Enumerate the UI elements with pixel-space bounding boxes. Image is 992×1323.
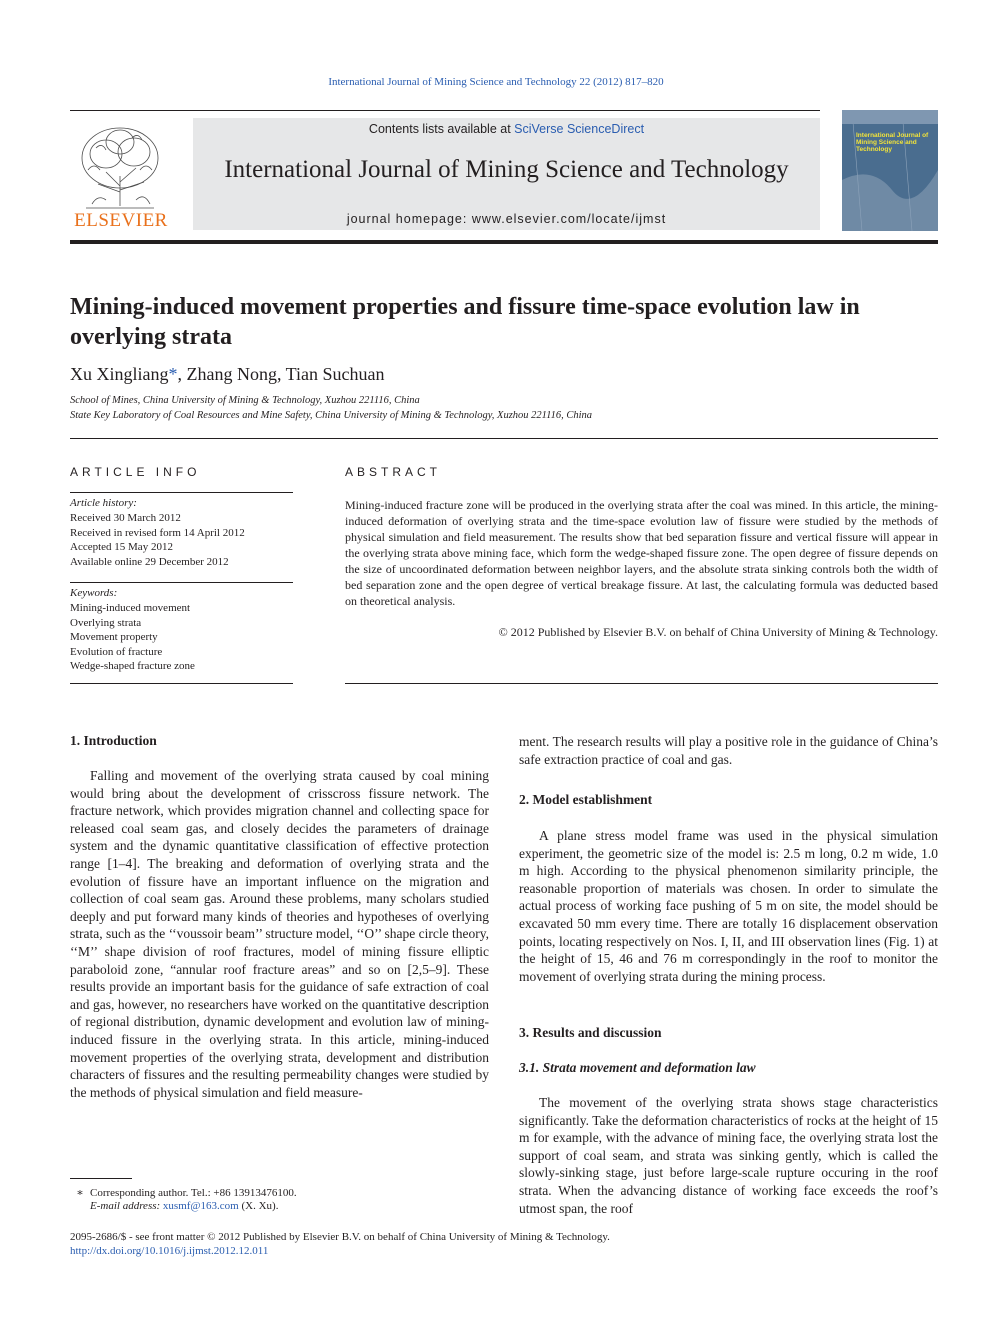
email-label: E-mail address:	[90, 1200, 163, 1212]
homepage-prefix: journal homepage:	[346, 212, 472, 226]
corresponding-author-mark[interactable]: *	[168, 364, 178, 384]
homepage-line	[193, 212, 820, 226]
model-paragraph: A plane stress model frame was used in the physical simulation experiment, the geometric size of the model is: 2.5 m long, 0.2 m wide, 1.0 m high. According to the physical phenomenon similarity principle, the reasonable proportion of materials was chosen. In order to simulate the actual process of working face pushing of 5 m on site, the model should be excavated 50 mm every time. There are totally 16 displacement observation points, locating respectively on Nos. I, II, and III observation lines (Fig. 1) at the height of 15, 46 and 76 m correspondingly in the roof to monitor the movement of overlying strata during the mining process.	[519, 828, 938, 984]
history-item: Accepted 15 May 2012	[70, 541, 173, 553]
article-info-rule	[70, 492, 293, 493]
issn-line: 2095-2686/$ - see front matter © 2012 Published by Elsevier B.V. on behalf of China University of Mining & Technology.	[70, 1231, 610, 1243]
abstract-copyright: © 2012 Published by Elsevier B.V. on behalf of China University of Mining & Technology.	[498, 625, 938, 639]
history-item: Received in revised form 14 April 2012	[70, 526, 245, 539]
article-info-heading: ARTICLE INFO	[70, 465, 201, 479]
contents-prefix: Contents lists available at	[368, 122, 515, 136]
doi-link[interactable]: http://dx.doi.org/10.1016/j.ijmst.2012.12.011	[70, 1245, 269, 1257]
keyword: Movement property	[70, 631, 158, 643]
affiliation: State Key Laboratory of Coal Resources and Mine Safety, China University of Mining & Technology, Xuzhou 221116, China	[70, 410, 593, 421]
affiliation: School of Mines, China University of Mining & Technology, Xuzhou 221116, China	[70, 395, 420, 406]
keyword: Mining-induced movement	[70, 602, 191, 614]
keyword: Overlying strata	[70, 616, 142, 629]
email-suffix: (X. Xu).	[238, 1200, 279, 1212]
header-thick-rule	[70, 240, 938, 244]
abstract-heading: ABSTRACT	[345, 465, 442, 479]
results-paragraph: The movement of the overlying strata shows stage characteristics significantly. Take the deformation characteristics of rocks at the height of 15 m for example, with the advance of mining face, the overlying strata lost the support of coal seam, and strata was sinking gently, which is called the slowly-sinking stage, just before large-scale rupture occuring in the roof strata. When the advancing distance of working face exceeds the roof’s utmost span, the roof	[519, 1095, 938, 1216]
cover-background-map	[842, 110, 938, 231]
footnote-star: ∗	[76, 1187, 84, 1199]
footnote-rule	[70, 1178, 132, 1179]
keyword: Wedge-shaped fracture zone	[70, 660, 195, 672]
history-item: Available online 29 December 2012	[70, 555, 229, 568]
abstract-bottom-rule	[345, 683, 938, 684]
keywords-rule	[70, 582, 293, 583]
email-footnote	[90, 1200, 278, 1212]
contents-line	[193, 122, 820, 136]
cover-title: International Journal of Mining Science and Technology	[856, 132, 929, 153]
header-top-rule	[70, 110, 820, 111]
keywords-list	[70, 601, 195, 674]
author-name: Zhang Nong	[186, 364, 277, 384]
author-name: Xu Xingliang	[70, 364, 169, 384]
article-title: Mining-induced movement properties and fissure time-space evolution law in overlying strata	[70, 294, 860, 350]
journal-cover-thumbnail[interactable]	[842, 110, 938, 231]
article-info-bottom-rule	[70, 683, 293, 684]
elsevier-wordmark: ELSEVIER	[74, 210, 168, 231]
corresponding-text: Corresponding author. Tel.: +86 13913476100.	[90, 1187, 297, 1199]
abstract-text: Mining-induced fracture zone will be produced in the overlying strata after the coal was mined. In this article, the mining-induced deformation of overlying strata and the time-space evolution law of fissure were studied by the methods of physical simulation and field measurement. The results show that bed separation fissure and vertical fissure will appear in the overlying strata above mining face, which form the wedge-shaped fissure zone. The open degree of fissure depends on the size of uncoordinated deformation between neighbor layers, and the absolute strata sinking controls both the width of bed separation zone and the open degree of vertical breakage fissure. At last, the calculating formula was deducted based on theoretical analysis.	[345, 498, 938, 608]
keywords-label: Keywords:	[70, 587, 118, 599]
model-heading: 2. Model establishment	[519, 792, 653, 807]
history-item: Received 30 March 2012	[70, 512, 181, 524]
subsection-heading: 3.1. Strata movement and deformation law	[519, 1060, 756, 1075]
results-heading: 3. Results and discussion	[519, 1025, 662, 1040]
corresponding-footnote	[70, 1186, 297, 1199]
keyword: Evolution of fracture	[70, 645, 163, 658]
article-history	[70, 511, 245, 569]
author-name: Tian Suchuan	[285, 364, 385, 384]
sciencedirect-link[interactable]: SciVerse ScienceDirect	[514, 122, 645, 136]
author-list: Xu Xingliang*, Zhang Nong, Tian Suchuan	[70, 364, 385, 384]
introduction-continued: ment. The research results will play a positive role in the guidance of China’s safe extraction practice of coal and gas.	[519, 734, 938, 767]
journal-title: International Journal of Mining Science and Technology	[224, 156, 789, 183]
history-label: Article history:	[70, 497, 137, 509]
email-link[interactable]: xusmf@163.com	[162, 1200, 239, 1212]
introduction-heading: 1. Introduction	[70, 733, 157, 748]
introduction-paragraph: Falling and movement of the overlying strata caused by coal mining would bring about the development of crisscross fissure network. The fracture network, which provides migration channel and collecting space for released coal seam gas, and closely decides the parameters of drainage system and the dynamic quantitative classification of effective protection range [1–4]. The breaking and deformation of overlying strata and the evolution of fissure have an important influence on the migration and collection of coal seam gas. Around these problems, many scholars studied deeply and put forward many kinds of theories and hypotheses of overlying strata, such as the ‘‘voussoir beam’’ structure model, ‘‘O’’ shape circle theory, ‘‘M’’ shape division of roof fractures, model of mining fissure elliptic paraboloid zone, “annular roof fracture areas” and so on [2,5–9]. These results provide an important basis for the guidance of safe extraction of coal and gas, however, no researchers have worked on the quantitative description of regional distribution, dynamic development and evolution law of mining-induced fissure in the overlying strata. In this article, mining-induced movement properties of the overlying strata, development and distribution characters of fissures and the resulting permeability changes were studied by the methods of physical simulation and field measure-	[70, 768, 489, 1100]
affiliation-rule	[70, 438, 938, 439]
journal-reference[interactable]: International Journal of Mining Science and Technology 22 (2012) 817–820	[328, 76, 664, 88]
homepage-link[interactable]: www.elsevier.com/locate/ijmst	[471, 212, 667, 226]
